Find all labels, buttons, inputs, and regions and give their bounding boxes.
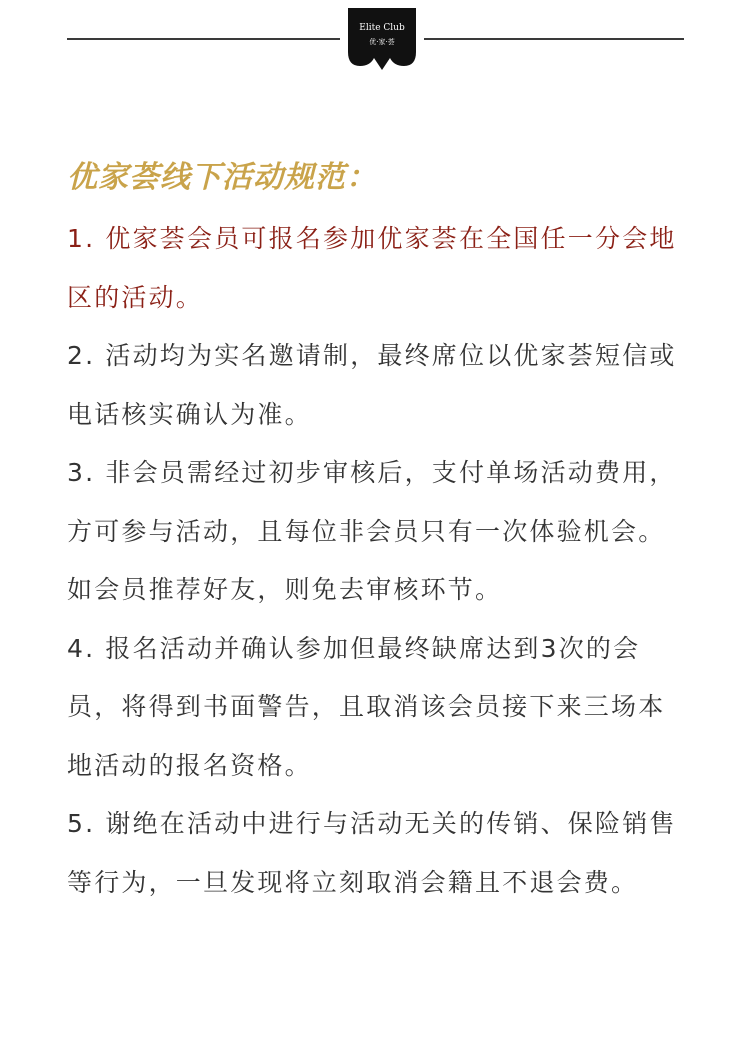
logo-text-en: Elite Club xyxy=(359,23,405,33)
rule-item-3: 3. 非会员需经过初步审核后，支付单场活动费用，方可参与活动，且每位非会员只有一次体验机会。如会员推荐好友，则免去审核环节。 xyxy=(67,458,677,604)
rule-item-5: 5. 谢绝在活动中进行与活动无关的传销、保险销售等行为，一旦发现将立刻取消会籍且不退会费。 xyxy=(67,809,677,897)
logo-text-cn: 优·家·荟 xyxy=(369,38,395,46)
rule-item-2: 2. 活动均为实名邀请制，最终席位以优家荟短信或电话核实确认为准。 xyxy=(67,341,677,429)
rules-list xyxy=(67,210,685,912)
elite-club-logo xyxy=(342,6,422,72)
page-title: 优家荟线下活动规范： xyxy=(67,160,377,195)
header-divider-right xyxy=(424,38,684,40)
header-divider-left xyxy=(67,38,340,40)
header xyxy=(0,0,749,80)
rule-item-1: 1. 优家荟会员可报名参加优家荟在全国任一分会地区的活动。 xyxy=(67,224,677,312)
rule-item-4: 4. 报名活动并确认参加但最终缺席达到3次的会员，将得到书面警告，且取消该会员接下来三场本地活动的报名资格。 xyxy=(67,633,666,780)
